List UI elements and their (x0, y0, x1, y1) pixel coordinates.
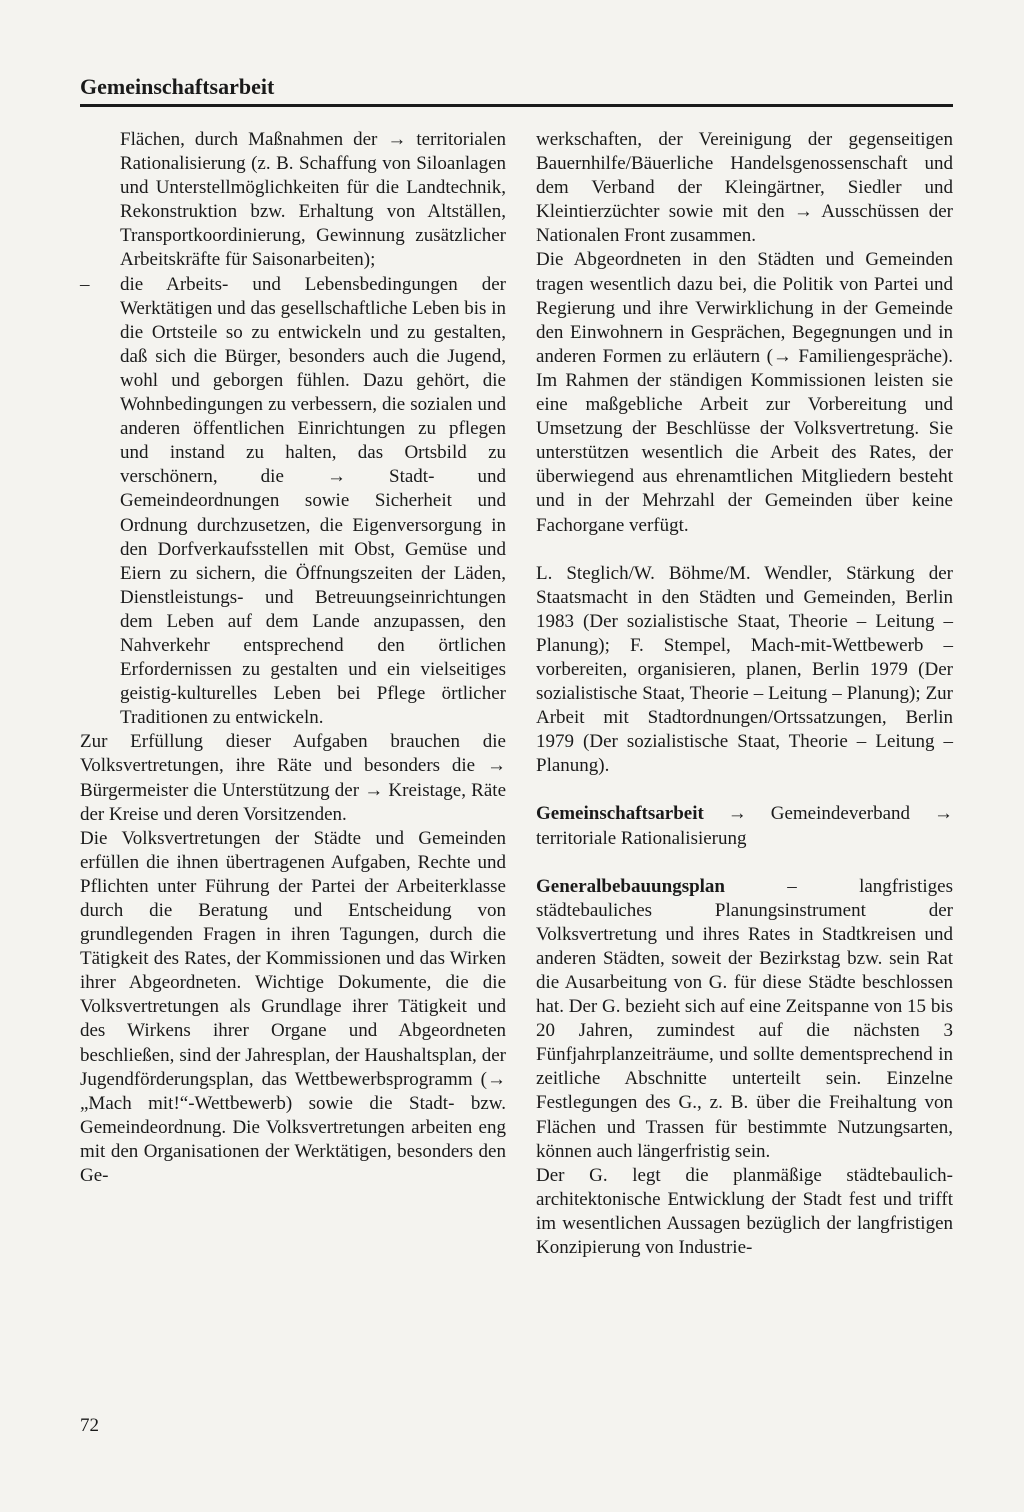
paragraph: Zur Erfüllung dieser Aufgaben brauchen die Volksvertretungen, ihre Räte und besonders die → Bürgermeister die Unterstützung der → Kreistage, Räte der Kreise und deren Vorsitzenden. (80, 731, 506, 825)
entry-gemeinschaftsarbeit (536, 802, 953, 850)
header-rule (80, 104, 953, 107)
paragraph: Der G. legt die planmäßige städtebaulich-architektonische Entwicklung der Stadt fest und trifft im wesentlichen Aussagen bezüglich der langfristigen Konzipierung von Industrie- (536, 1164, 953, 1259)
entry-generalbebauungsplan (536, 875, 953, 1164)
paragraph: werkschaften, der Vereinigung der gegenseitigen Bauernhilfe/Bäuerliche Handelsgenossenschaft und dem Verband der Kleingärtner, Siedler und Kleintierzüchter sowie mit den → Ausschüssen der Nationalen Front zusammen. (536, 129, 953, 247)
entry-text: – langfristiges städtebauliches Planungsinstrument der Volksvertretung und ihres Rates in Stadtkreisen und anderen Städten, soweit der Bezirkstag bzw. sein Rat die Ausarbeitung von G. für diese Städte beschlossen hat. Der G. bezieht sich auf eine Zeitspanne von 15 bis 20 Jahren, zumindest auf die nächsten 3 Fünfjahrplanzeiträume, und sollte dementsprechend in zeitliche Abschnitte unterteilt sein. Einzelne Festlegungen des G., z. B. über die Freihaltung von Flächen und Trassen für bestimmte Nutzungsarten, können auch längerfristig sein. (536, 875, 953, 1162)
dash-list-item (80, 273, 506, 731)
paragraph: Die Volksvertretungen der Städte und Gemeinden erfüllen die ihnen übertragenen Aufgaben, Rechte und Pflichten unter Führung der Partei der Arbeiterklasse durch die Beratung und Entscheidung von grundlegenden Fragen in ihren Tagungen, durch die Tätigkeit des Rates, der Kommissionen und das Wirken ihrer Abgeordneten. Wichtige Dokumente, die die Volksvertretungen als Grundlage ihrer Tätigkeit und des Wirkens ihrer Organe und Abgeordneten beschließen, sind der Jahresplan, der Haushaltsplan, der Jugendförderungsplan, das Wettbewerbsprogramm (→ „Mach mit!“-Wettbewerb) sowie die Stadt- bzw. Gemeindeordnung. Die Volksvertretungen arbeiten eng mit den Organisationen der Werktätigen, besonders den Ge- (80, 827, 506, 1187)
entry-text: → Gemeindeverband → territoriale Rationalisierung (536, 803, 953, 849)
left-column (80, 128, 506, 1188)
list-item-text: die Arbeits- und Lebensbedingungen der Werktätigen und das gesellschaftliche Leben bis in die Ortsteile so zu entwickeln und zu gestalten, daß sich die Bürger, besonders auch die Jugend, wohl und geborgen fühlen. Dazu gehört, die Wohnbedingungen zu verbessern, die sozialen und anderen öffentlichen Einrichtungen zu pflegen und instand zu halten, das Ortsbild zu verschönern, die → Stadt- und Gemeindeordnungen sowie Sicherheit und Ordnung durchzusetzen, die Eigenversorgung in den Dorfverkaufsstellen mit Obst, Gemüse und Eiern zu sichern, die Öffnungszeiten der Läden, Dienstleistungs- und Betreuungseinrichtungen dem Leben auf dem Lande anzupassen, den Nahverkehr entsprechend den örtlichen Erfordernissen zu gestalten und ein vielseitiges geistig-kulturelles Leben bei Pflege örtlicher Traditionen zu entwickeln. (120, 273, 506, 729)
page-number: 72 (80, 1415, 99, 1436)
dash-mark: – (80, 273, 90, 295)
spacer (536, 778, 953, 802)
references: L. Steglich/W. Böhme/M. Wendler, Stärkung der Staatsmacht in den Städten und Gemeinden, Berlin 1983 (Der sozialistische Staat, Theorie – Leitung – Planung); F. Stempel, Mach-mit-Wettbewerb – vorbereiten, organisieren, planen, Berlin 1979 (Der sozialistische Staat, Theorie – Leitung – Planung); Zur Arbeit mit Stadtordnungen/Ortssatzungen, Berlin 1979 (Der sozialistische Staat, Theorie – Leitung – Planung). (536, 562, 953, 777)
paragraph: Flächen, durch Maßnahmen der → territorialen Rationalisierung (z. B. Schaffung von Siloanlagen und Unterstellmöglichkeiten für die Landtechnik, Rekonstruktion bzw. Erhaltung von Altställen, Transportkoordinierung, Gewinnung zusätzlicher Arbeitskräfte für Saisonarbeiten); (120, 129, 506, 271)
running-head: Gemeinschaftsarbeit (80, 74, 275, 99)
entry-lemma: Gemeinschaftsarbeit (536, 803, 704, 825)
entry-lemma: Generalbebauungsplan (536, 875, 725, 897)
spacer (536, 538, 953, 562)
spacer (536, 851, 953, 875)
right-column (536, 128, 953, 1260)
paragraph: Die Abgeordneten in den Städten und Gemeinden tragen wesentlich dazu bei, die Politik von Partei und Regierung und ihre Verwirklichung in der Gemeinde den Einwohnern in Gesprächen, Begegnungen und in anderen Formen zu erläutern (→ Familiengespräche). Im Rahmen der ständigen Kommissionen leisten sie eine maßgebliche Arbeit zur Vorbereitung und Umsetzung der Beschlüsse der Volksvertretung. Sie unterstützen wesentlich die Arbeit des Rates, der überwiegend aus ehrenamtlichen Mitgliedern besteht und in der Mehrzahl der Gemeinden über keine Fachorgane verfügt. (536, 249, 953, 536)
